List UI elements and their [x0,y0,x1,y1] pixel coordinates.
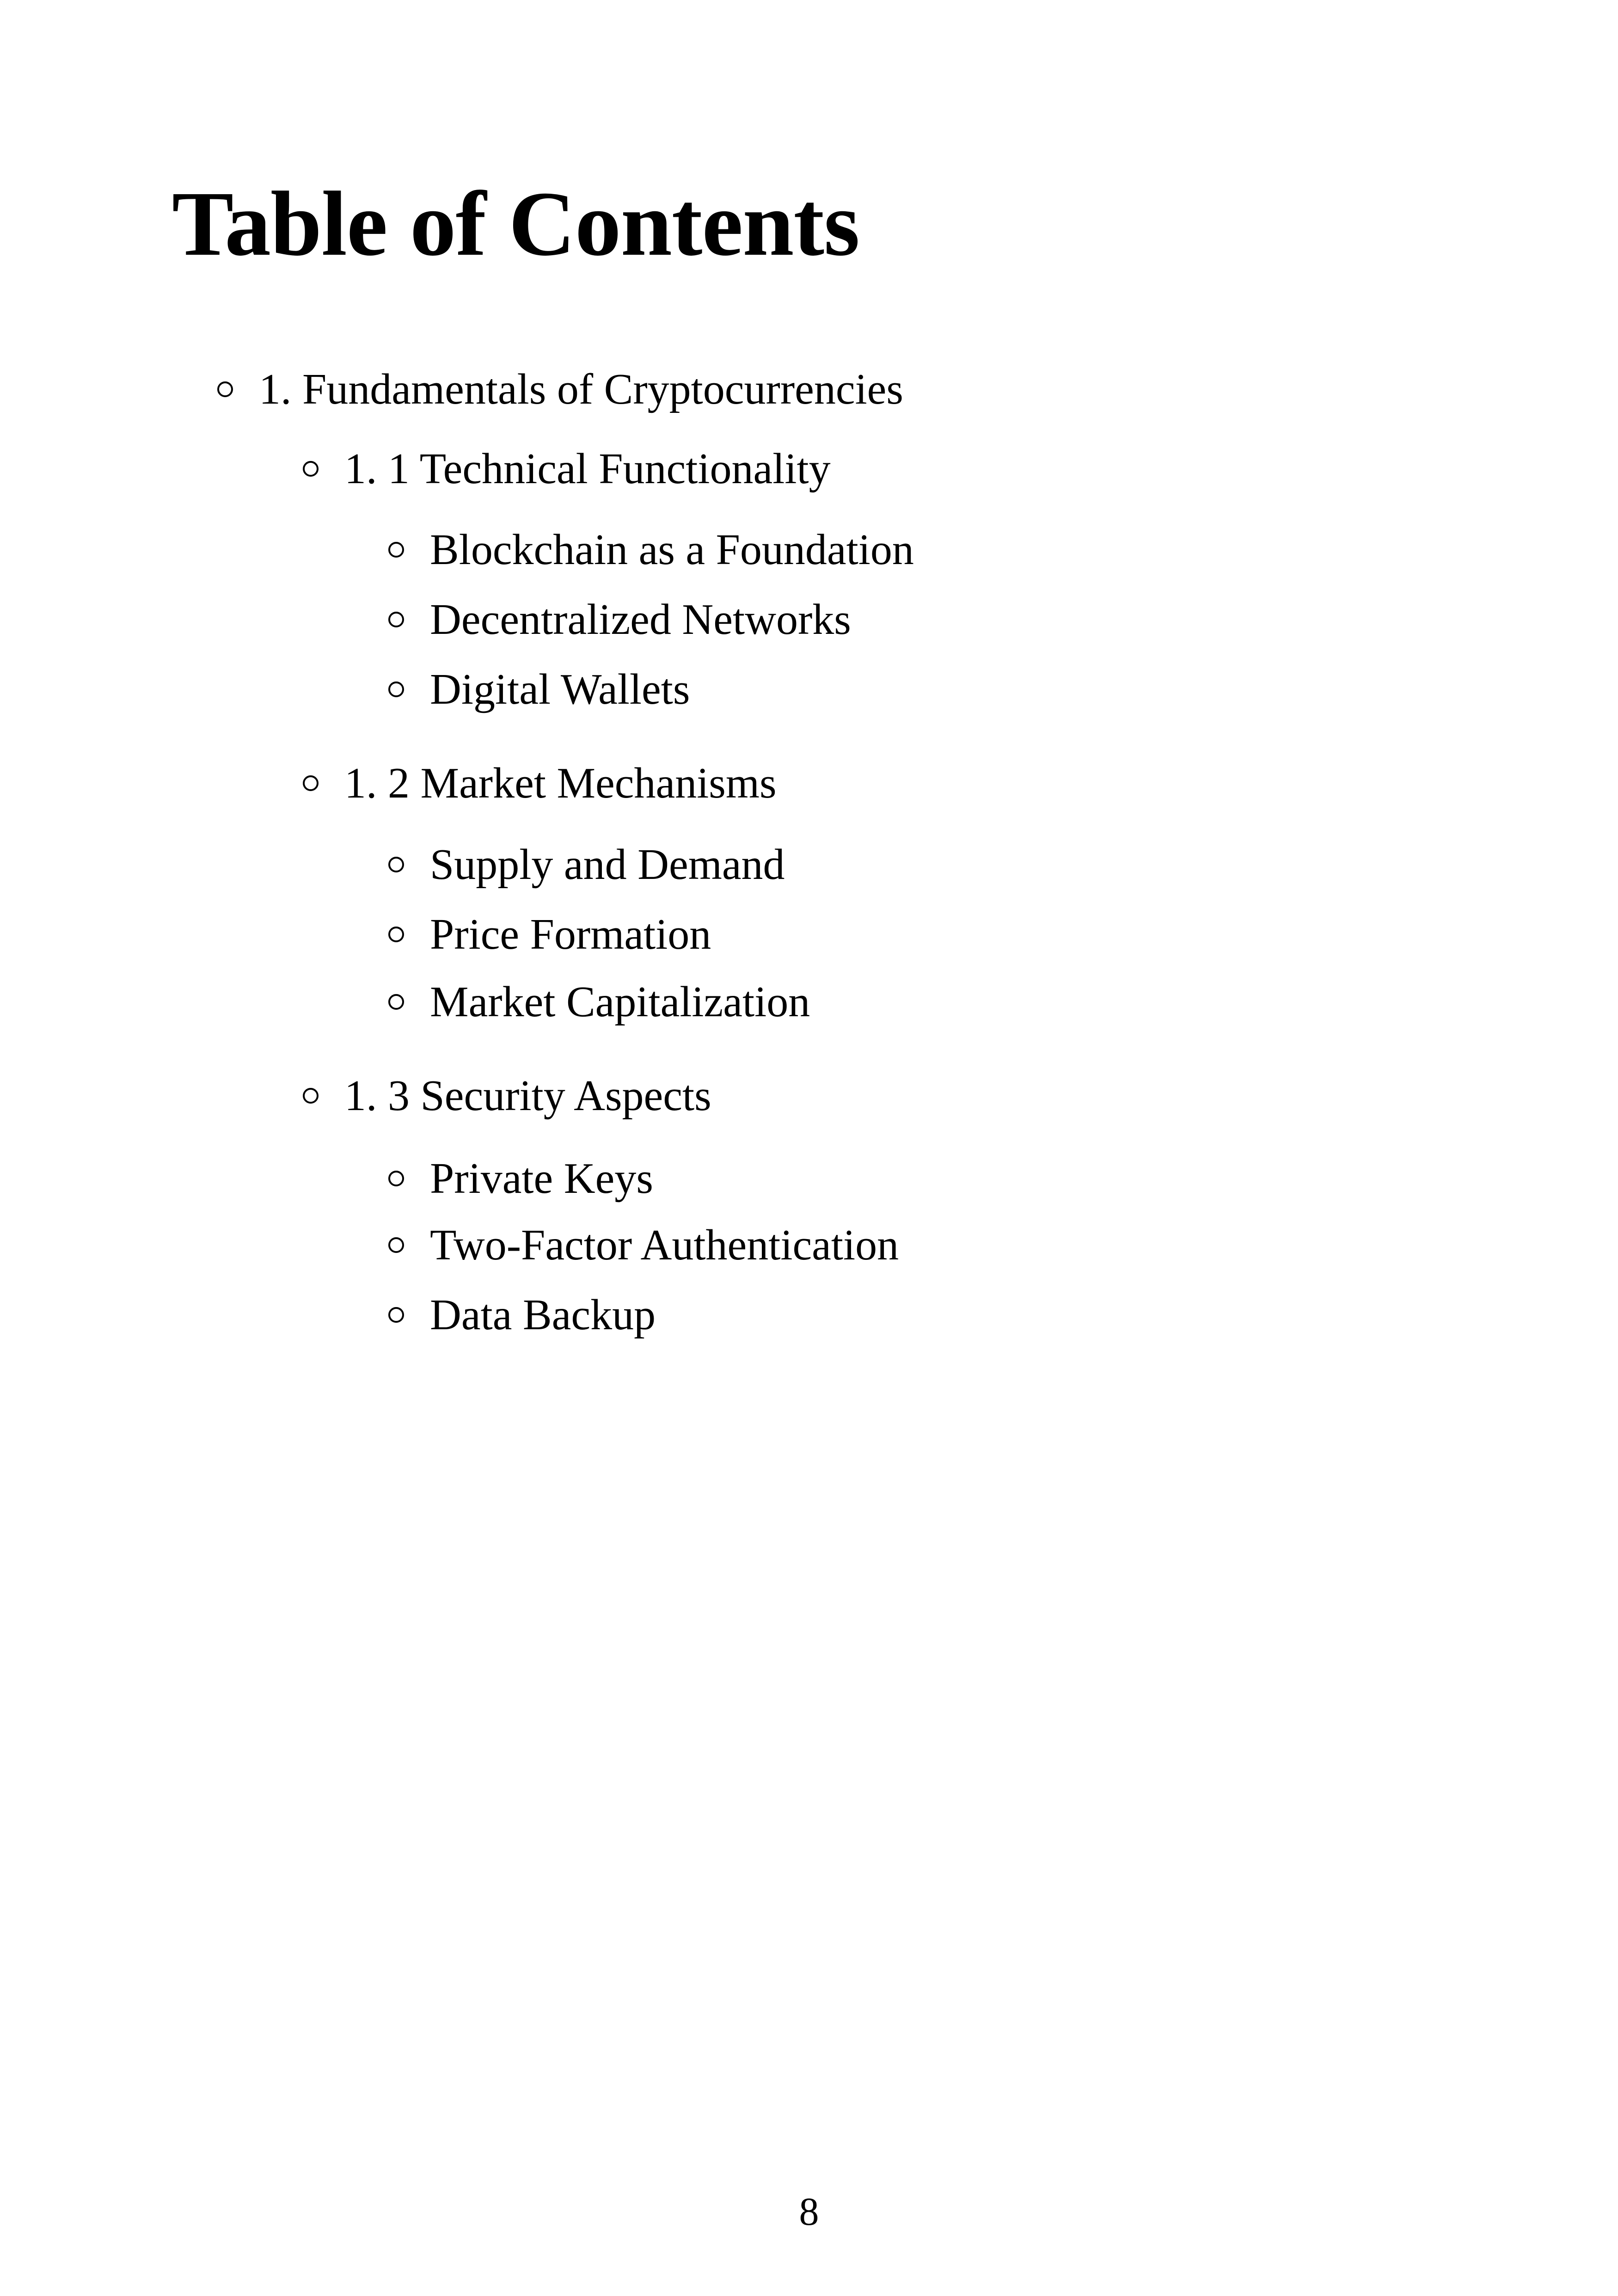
circle-bullet-icon [388,1171,404,1186]
toc-item-market-cap[interactable] [388,980,810,1024]
toc-section-label: 1. 2 Market Mechanisms [344,759,777,807]
toc-item-decentralized-networks[interactable] [388,595,851,644]
toc-item-label: Digital Wallets [430,665,690,713]
toc-section-label: 1. 3 Security Aspects [344,1072,711,1120]
toc-item-digital-wallets[interactable] [388,665,690,713]
toc-section-label: 1. 1 Technical Functionality [344,445,831,493]
page-number: 8 [799,2189,819,2234]
toc-item-label: Market Capitalization [430,978,810,1026]
circle-bullet-icon [388,927,404,942]
page-title: Table of Contents [172,173,859,275]
circle-bullet-icon [388,1307,404,1323]
toc-chapter-1[interactable] [217,365,903,413]
toc-item-two-factor[interactable] [388,1223,899,1267]
circle-bullet-icon [388,994,404,1010]
toc-item-blockchain[interactable] [388,526,914,574]
toc-item-label: Decentralized Networks [430,595,851,644]
circle-bullet-icon [388,681,404,697]
toc-item-label: Price Formation [430,910,711,958]
toc-item-label: Two-Factor Authentication [430,1221,899,1269]
circle-bullet-icon [303,775,319,791]
circle-bullet-icon [388,1237,404,1253]
circle-bullet-icon [388,542,404,558]
toc-item-label: Data Backup [430,1291,656,1339]
toc-section-1-1[interactable] [303,447,831,491]
toc-item-label: Blockchain as a Foundation [430,526,914,574]
toc-item-private-keys[interactable] [388,1154,653,1203]
toc-item-label: Supply and Demand [430,841,785,889]
toc-item-price-formation[interactable] [388,910,711,958]
circle-bullet-icon [303,461,319,477]
circle-bullet-icon [303,1088,319,1104]
toc-section-1-2[interactable] [303,761,777,805]
circle-bullet-icon [217,381,233,397]
circle-bullet-icon [388,612,404,627]
toc-item-supply-demand[interactable] [388,841,785,889]
circle-bullet-icon [388,857,404,872]
toc-section-1-3[interactable] [303,1072,711,1120]
toc-chapter-label: 1. Fundamentals of Cryptocurrencies [259,365,903,413]
toc-item-data-backup[interactable] [388,1293,656,1337]
toc-item-label: Private Keys [430,1154,653,1203]
